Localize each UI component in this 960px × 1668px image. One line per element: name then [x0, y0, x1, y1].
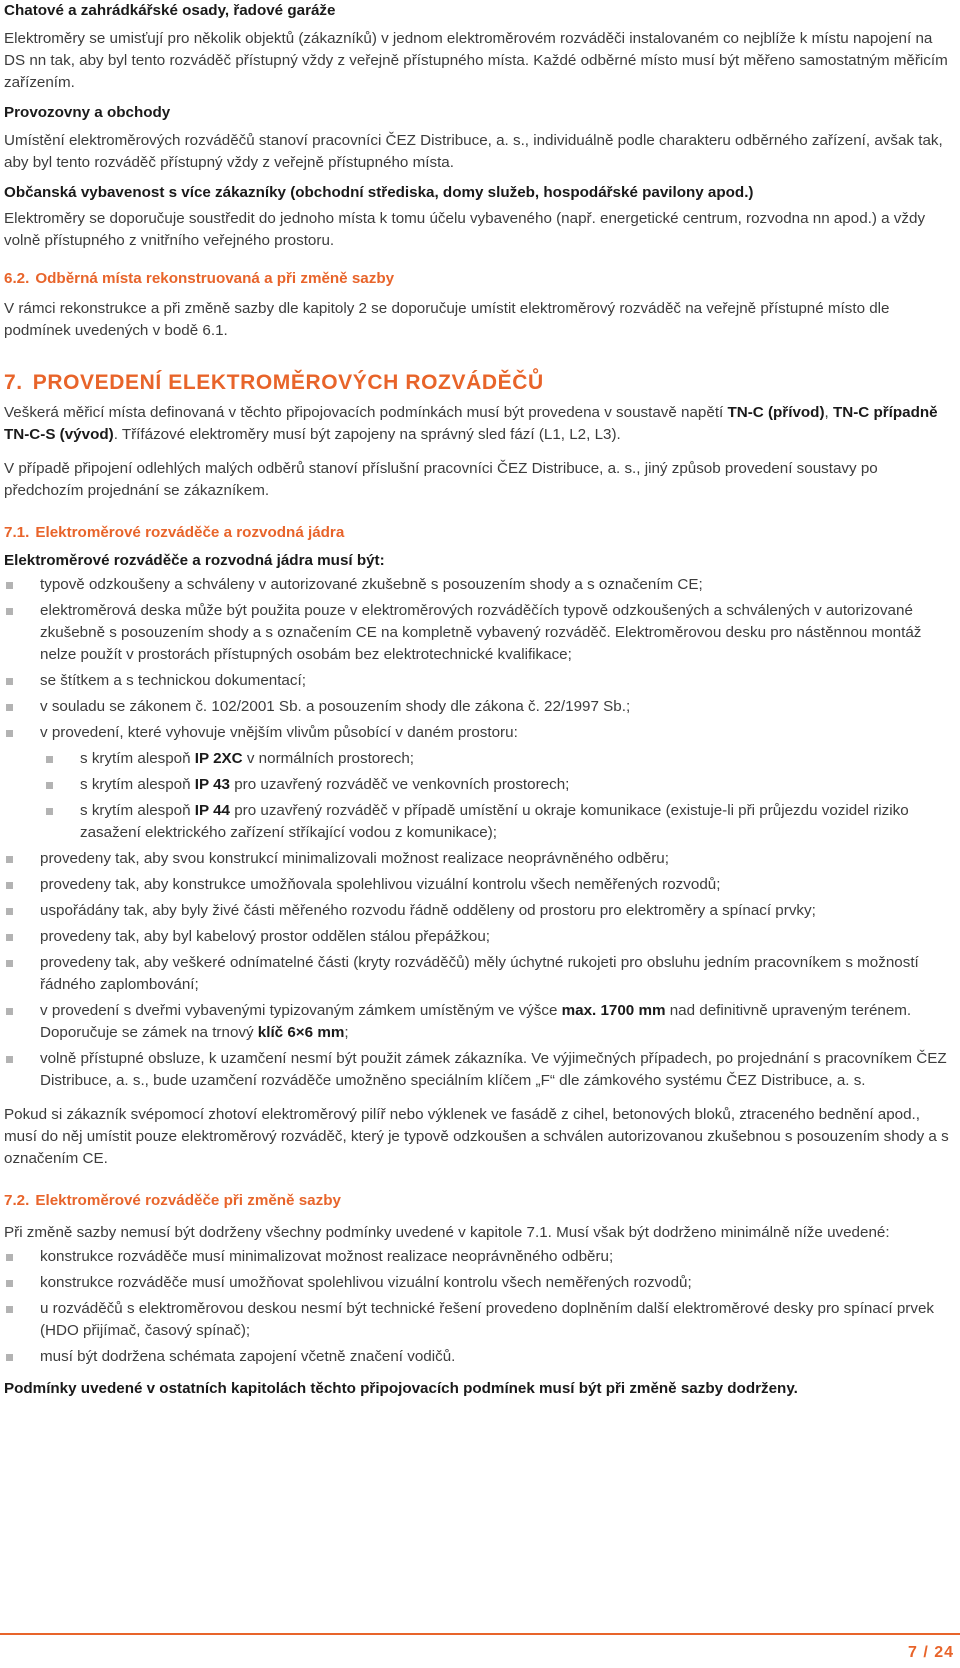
- list-item: uspořádány tak, aby byly živé části měřeného rozvodu řádně odděleny od prostoru pro elektroměry a spínací prvky;: [4, 900, 954, 922]
- text-run: Veškerá měřicí místa definovaná v těchto připojovacích podmínkách musí být provedena v soustavě napětí: [4, 404, 728, 421]
- text-run-bold: TN-C případně TN-C-S (vývod): [4, 404, 938, 443]
- lead-7-2: Při změně sazby nemusí být dodrženy všechny podmínky uvedené v kapitole 7.1. Musí však být dodrženo minimálně níže uvedené:: [4, 1224, 890, 1241]
- heading-6-2: [4, 268, 954, 290]
- chapter-7-heading: [4, 372, 954, 394]
- heading-6-2-number: 6.2.: [4, 270, 30, 287]
- list-7-1: [4, 574, 954, 744]
- chapter-7-number: 7.: [4, 371, 23, 394]
- page-number: 7 / 24: [907, 1644, 954, 1661]
- chapter-7-paragraph-1: [4, 402, 954, 446]
- list-item-ip: [4, 800, 954, 844]
- heading-6-2-title: Odběrná místa rekonstruovaná a při změně sazby: [35, 270, 395, 287]
- list-item: u rozváděčů s elektroměrovou deskou nesmí být technické řešení provedeno doplněním další elektroměrové desky pro spínací prvek (HDO přijímač, časový spínač);: [4, 1298, 954, 1342]
- list-item: musí být dodržena schémata zapojení včetně značení vodičů.: [4, 1346, 954, 1368]
- footer-divider: [0, 1633, 960, 1635]
- text-run: pro uzavřený rozváděč v případě umístění u okraje komunikace (existuje-li při průjezdu vozidel riziko zasažení elektrického zařízení stříkající vodou z komunikace);: [80, 802, 909, 841]
- list-item: v provedení, které vyhovuje vnějším vlivům působící v daném prostoru:: [4, 722, 954, 744]
- paragraph-provozovny: Umístění elektroměrových rozváděčů stanoví pracovníci ČEZ Distribuce, a. s., individuálně podle charakteru odběrného zařízení, avšak tak, aby byl tento rozváděč přístupný vždy z veřejně přístupného místa.: [4, 132, 943, 171]
- text-run: ;: [344, 1024, 349, 1041]
- list-item-ip: [4, 774, 954, 796]
- text-run: s krytím alespoň: [80, 776, 195, 793]
- heading-7-1-number: 7.1.: [4, 524, 30, 541]
- heading-chatove: Chatové a zahrádkářské osady, řadové garáže: [4, 2, 336, 19]
- text-run-bold: klíč 6×6 mm: [257, 1024, 345, 1041]
- text-run: s krytím alespoň: [80, 802, 195, 819]
- chapter-7-title: PROVEDENÍ ELEKTROMĚROVÝCH ROZVÁDĚČŮ: [32, 371, 544, 394]
- list-item-ip: [4, 748, 954, 770]
- list-ip-ratings: [4, 748, 954, 844]
- heading-obcanska: Občanská vybavenost s více zákazníky (obchodní střediska, domy služeb, hospodářské pavilony apod.): [4, 184, 754, 201]
- heading-7-2-number: 7.2.: [4, 1192, 30, 1209]
- text-run: v normálních prostorech;: [242, 750, 414, 767]
- paragraph-7-1-closing: Pokud si zákazník svépomocí zhotoví elektroměrový pilíř nebo výklenek ve fasádě z cihel, betonových bloků, ztraceného bednění apod., musí do něj umístit pouze elektroměrový rozváděč, který je typově odzkoušen a schválen autorizovanou zkušebnou s posouzením shody a s označením CE.: [4, 1106, 949, 1167]
- list-item: v souladu se zákonem č. 102/2001 Sb. a posouzením shody dle zákona č. 22/1997 Sb.;: [4, 696, 954, 718]
- heading-7-2-title: Elektroměrové rozváděče při změně sazby: [35, 1192, 341, 1209]
- document-page: [4, 0, 954, 1400]
- list-item: provedeny tak, aby svou konstrukcí minimalizovali možnost realizace neoprávněného odběru;: [4, 848, 954, 870]
- paragraph-obcanska: Elektroměry se doporučuje soustředit do jednoho místa k tomu účelu vybaveného (např. energetické centrum, rozvodna nn apod.) a vždy volně přístupného z vnitřního veřejného prostoru.: [4, 210, 926, 249]
- text-run: . Třífázové elektroměry musí být zapojeny na správný sled fází (L1, L2, L3).: [113, 426, 621, 443]
- paragraph-6-2: V rámci rekonstrukce a při změně sazby dle kapitoly 2 se doporučuje umístit elektroměrový rozváděč na veřejně přístupné místo dle podmínek uvedených v bodě 6.1.: [4, 300, 890, 339]
- heading-7-1: [4, 522, 954, 544]
- text-run-bold: IP 44: [194, 802, 230, 819]
- text-run-bold: IP 43: [194, 776, 230, 793]
- lead-7-1: Elektroměrové rozváděče a rozvodná jádra musí být:: [4, 552, 385, 569]
- list-item: se štítkem a s technickou dokumentací;: [4, 670, 954, 692]
- text-run: v provedení s dveřmi vybavenými typizovaným zámkem umístěným ve výšce: [40, 1002, 562, 1019]
- chapter-7-paragraph-2: V případě připojení odlehlých malých odběrů stanoví příslušní pracovníci ČEZ Distribuce, a. s., jiný způsob provedení soustavy po předchozím projednání se zákazníkem.: [4, 460, 878, 499]
- text-run-bold: TN-C (přívod): [727, 404, 825, 421]
- list-item: provedeny tak, aby byl kabelový prostor oddělen stálou přepážkou;: [4, 926, 954, 948]
- text-run: ,: [824, 404, 833, 421]
- list-7-1-continued: [4, 848, 954, 1092]
- heading-7-2: [4, 1190, 954, 1212]
- text-run-bold: IP 2XC: [194, 750, 243, 767]
- list-item: typově odzkoušeny a schváleny v autorizované zkušebně s posouzením shody a s označením CE;: [4, 574, 954, 596]
- list-item: elektroměrová deska může být použita pouze v elektroměrových rozváděčích typově odzkoušených a schválených v autorizované zkušebně s posouzením shody a s označením CE na kompletně vybavený rozváděč. Elektroměrovou desku pro nástěnnou montáž nelze použít v prostorách přístupných osobám bez elektrotechnické kvalifikace;: [4, 600, 954, 666]
- paragraph-chatove: Elektroměry se umisťují pro několik objektů (zákazníků) v jednom elektroměrovém rozváděči instalovaném co nejblíže k místu napojení na DS nn tak, aby byl tento rozváděč přístupný vždy z veřejně přístupného místa. Každé odběrné místo musí být měřeno samostatným měřicím zařízením.: [4, 30, 948, 91]
- list-item: [4, 1000, 954, 1044]
- text-run: s krytím alespoň: [80, 750, 195, 767]
- list-item: konstrukce rozváděče musí umožňovat spolehlivou vizuální kontrolu všech neměřených rozvodů;: [4, 1272, 954, 1294]
- text-run-bold: max. 1700 mm: [561, 1002, 666, 1019]
- text-run: pro uzavřený rozváděč ve venkovních prostorech;: [230, 776, 570, 793]
- list-7-2: [4, 1246, 954, 1368]
- list-item: provedeny tak, aby veškeré odnímatelné části (kryty rozváděčů) měly úchytné rukojeti pro obsluhu jedním pracovníkem s možností řádného zaplombování;: [4, 952, 954, 996]
- text-run: nad definitivně upraveným terénem. Doporučuje se zámek na trnový: [40, 1002, 912, 1041]
- list-item: konstrukce rozváděče musí minimalizovat možnost realizace neoprávněného odběru;: [4, 1246, 954, 1268]
- list-item: volně přístupné obsluze, k uzamčení nesmí být použit zámek zákazníka. Ve výjimečných případech, po projednání s pracovníkem ČEZ Distribuce, a. s., bude uzamčení rozváděče umožněno speciálním klíčem „F“ dle zámkového systému ČEZ Distribuce, a. s.: [4, 1048, 954, 1092]
- list-item: provedeny tak, aby konstrukce umožňovala spolehlivou vizuální kontrolu všech neměřených rozvodů;: [4, 874, 954, 896]
- heading-7-1-title: Elektroměrové rozváděče a rozvodná jádra: [35, 524, 345, 541]
- heading-provozovny: Provozovny a obchody: [4, 104, 171, 121]
- final-note: Podmínky uvedené v ostatních kapitolách těchto připojovacích podmínek musí být při změně sazby dodrženy.: [4, 1380, 798, 1397]
